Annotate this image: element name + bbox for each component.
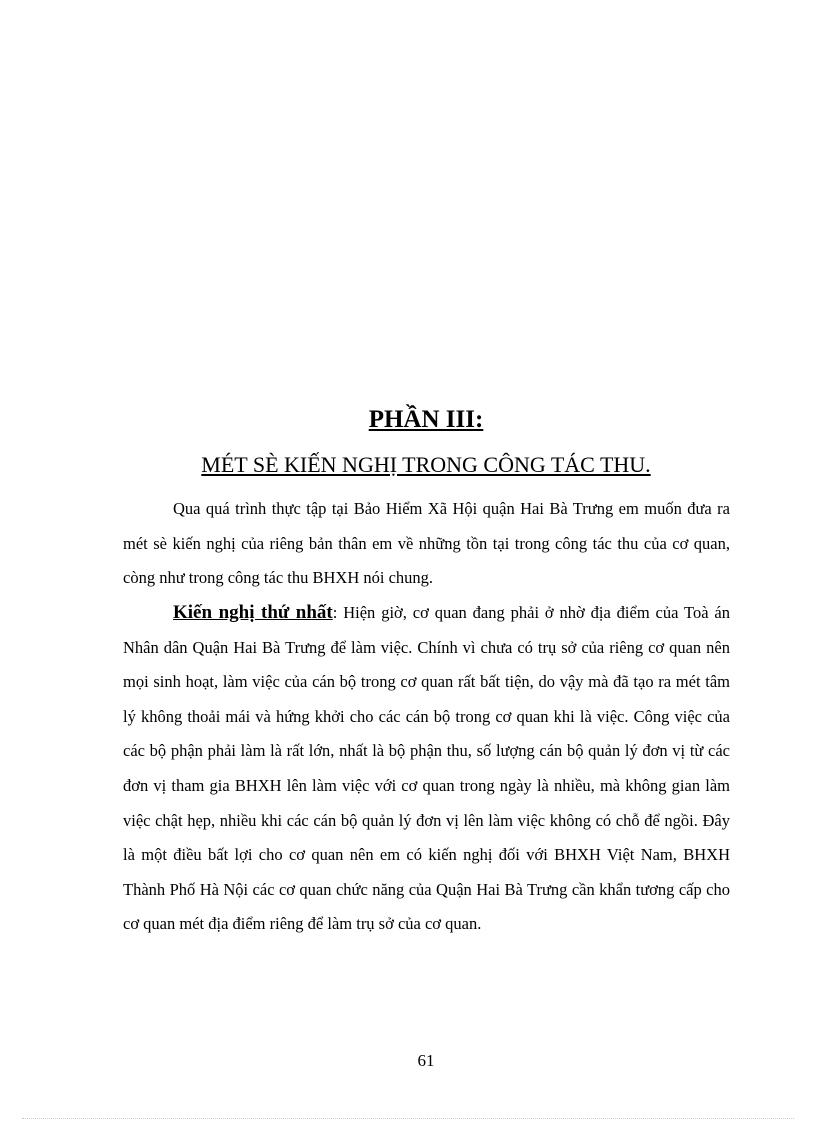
first-recommendation-text: : Hiện giờ, cơ quan đang phải ở nhờ địa điểm của Toà án Nhân dân Quận Hai Bà Trưng để làm việc. Chính vì chưa có trụ sở của riêng cơ quan nên mọi sinh hoạt, làm việc của cán bộ trong cơ quan rất bất tiện, do vậy mà đã tạo ra mét tâm lý không thoải mái và hứng khởi cho các cán bộ trong cơ quan khi là việc. Công việc của các bộ phận phải làm là rất lớn, nhất là bộ phận thu, số lượng cán bộ quản lý đơn vị từ các đơn vị tham gia BHXH lên làm việc với cơ quan trong ngày là nhiều, mà không gian làm việc chật hẹp, nhiều khi các cán bộ quản lý đơn vị lên làm việc không có chỗ để ngồi. Đây là một điều bất lợi cho cơ quan nên em có kiến nghị đối với BHXH Việt Nam, BHXH Thành Phố Hà Nội các cơ quan chức năng của Quận Hai Bà Trưng cần khẩn tương cấp cho cơ quan mét địa điểm riêng để làm trụ sở của cơ quan. [123, 603, 730, 934]
part-title: PHẦN III: [368, 406, 484, 433]
first-recommendation-paragraph [123, 596, 730, 942]
section-title: MÉT SÈ KIẾN NGHỊ TRONG CÔNG TÁC THU. [201, 452, 651, 477]
page-number: 61 [417, 1051, 435, 1070]
intro-paragraph: Qua quá trình thực tập tại Bảo Hiểm Xã Hội quận Hai Bà Trưng em muốn đưa ra mét sè kiến nghị của riêng bản thân em về những tồn tại trong công tác thu của cơ quan, còng như trong công tác thu BHXH nói chung. [123, 499, 730, 588]
footer-divider [22, 1118, 794, 1119]
first-recommendation-heading: Kiến nghị thứ nhất [173, 602, 333, 623]
